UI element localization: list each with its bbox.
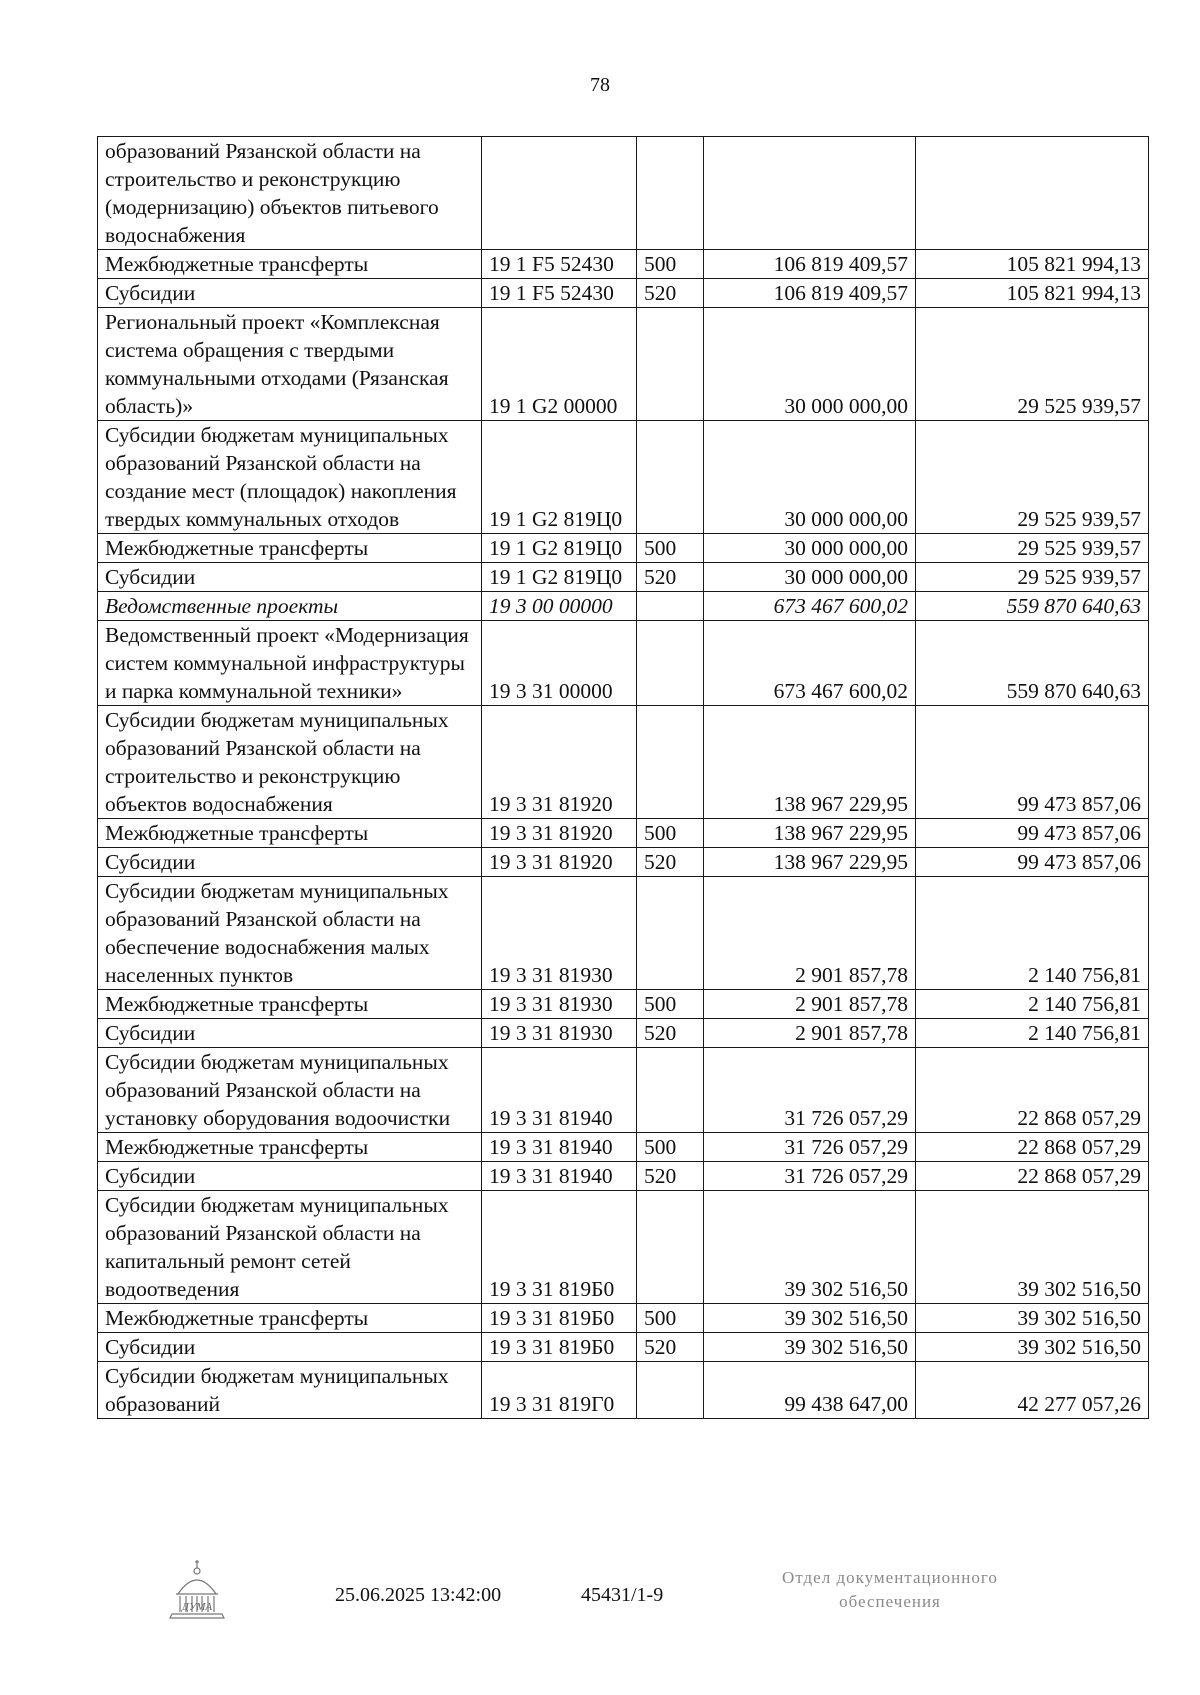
row-name: Субсидии бюджетам муниципальных образований Рязанской области на капитальный ремонт сетей водоотведения — [98, 1191, 482, 1304]
table-row — [98, 1333, 1149, 1362]
row-value-planned: 31 726 057,29 — [704, 1162, 916, 1191]
row-value-executed: 42 277 057,26 — [916, 1362, 1149, 1419]
row-name: Субсидии бюджетам муниципальных образований Рязанской области на строительство и реконструкцию объектов водоснабжения — [98, 706, 482, 819]
row-expense-type — [637, 308, 704, 421]
table-row — [98, 308, 1149, 421]
row-expense-type: 500 — [637, 819, 704, 848]
row-name: образований Рязанской области на строительство и реконструкцию (модернизацию) объектов питьевого водоснабжения — [98, 137, 482, 250]
row-value-executed: 29 525 939,57 — [916, 534, 1149, 563]
row-expense-type — [637, 1191, 704, 1304]
footer-registration-number: 45431/1-9 — [581, 1584, 664, 1606]
row-code: 19 3 31 00000 — [482, 621, 637, 706]
row-value-executed: 99 473 857,06 — [916, 848, 1149, 877]
table-row — [98, 819, 1149, 848]
row-name: Субсидии — [98, 563, 482, 592]
row-code: 19 1 F5 52430 — [482, 250, 637, 279]
row-code: 19 3 31 819Г0 — [482, 1362, 637, 1419]
table-row — [98, 279, 1149, 308]
table-row — [98, 1162, 1149, 1191]
row-code: 19 1 G2 819Ц0 — [482, 563, 637, 592]
row-code: 19 3 31 819Б0 — [482, 1304, 637, 1333]
department-stamp — [730, 1566, 1050, 1614]
row-expense-type — [637, 1362, 704, 1419]
row-expense-type: 520 — [637, 279, 704, 308]
row-value-planned: 99 438 647,00 — [704, 1362, 916, 1419]
row-value-executed: 22 868 057,29 — [916, 1162, 1149, 1191]
row-value-planned: 138 967 229,95 — [704, 706, 916, 819]
row-code: 19 1 F5 52430 — [482, 279, 637, 308]
row-value-executed: 2 140 756,81 — [916, 990, 1149, 1019]
row-code: 19 3 31 81920 — [482, 848, 637, 877]
duma-logo — [166, 1558, 228, 1626]
row-name: Межбюджетные трансферты — [98, 819, 482, 848]
row-name: Межбюджетные трансферты — [98, 250, 482, 279]
row-name: Субсидии — [98, 279, 482, 308]
table-row — [98, 1133, 1149, 1162]
row-value-executed: 39 302 516,50 — [916, 1333, 1149, 1362]
row-expense-type — [637, 421, 704, 534]
row-expense-type: 500 — [637, 990, 704, 1019]
stamp-line-2: обеспечения — [839, 1592, 941, 1611]
row-value-executed: 39 302 516,50 — [916, 1304, 1149, 1333]
row-expense-type — [637, 1048, 704, 1133]
row-value-executed: 99 473 857,06 — [916, 819, 1149, 848]
row-expense-type: 500 — [637, 1133, 704, 1162]
row-code: 19 3 31 81930 — [482, 1019, 637, 1048]
row-code: 19 3 00 00000 — [482, 592, 637, 621]
table-row — [98, 877, 1149, 990]
row-name: Межбюджетные трансферты — [98, 1133, 482, 1162]
table-row — [98, 990, 1149, 1019]
row-code: 19 3 31 81930 — [482, 877, 637, 990]
row-value-planned: 2 901 857,78 — [704, 1019, 916, 1048]
row-value-planned: 39 302 516,50 — [704, 1191, 916, 1304]
row-value-planned — [704, 137, 916, 250]
row-value-executed — [916, 137, 1149, 250]
row-value-executed: 29 525 939,57 — [916, 308, 1149, 421]
row-name: Субсидии бюджетам муниципальных образований — [98, 1362, 482, 1419]
row-expense-type — [637, 706, 704, 819]
row-value-executed: 105 821 994,13 — [916, 279, 1149, 308]
row-name: Субсидии — [98, 1019, 482, 1048]
row-code: 19 3 31 819Б0 — [482, 1191, 637, 1304]
row-value-executed: 99 473 857,06 — [916, 706, 1149, 819]
row-code: 19 3 31 81940 — [482, 1133, 637, 1162]
row-value-planned: 106 819 409,57 — [704, 250, 916, 279]
row-value-planned: 39 302 516,50 — [704, 1333, 916, 1362]
row-name: Субсидии бюджетам муниципальных образований Рязанской области на установку оборудования водоочистки — [98, 1048, 482, 1133]
table-row — [98, 534, 1149, 563]
row-value-planned: 31 726 057,29 — [704, 1048, 916, 1133]
row-name: Межбюджетные трансферты — [98, 990, 482, 1019]
row-value-planned: 39 302 516,50 — [704, 1304, 916, 1333]
row-expense-type: 520 — [637, 563, 704, 592]
table-row — [98, 250, 1149, 279]
row-value-planned: 30 000 000,00 — [704, 563, 916, 592]
row-value-executed: 29 525 939,57 — [916, 421, 1149, 534]
svg-text:ДУМА: ДУМА — [181, 1601, 213, 1613]
row-value-planned: 30 000 000,00 — [704, 534, 916, 563]
row-value-executed: 2 140 756,81 — [916, 1019, 1149, 1048]
table-row — [98, 621, 1149, 706]
row-value-executed: 39 302 516,50 — [916, 1191, 1149, 1304]
table-row — [98, 1019, 1149, 1048]
row-value-planned: 2 901 857,78 — [704, 990, 916, 1019]
row-code: 19 3 31 81940 — [482, 1162, 637, 1191]
row-value-executed: 29 525 939,57 — [916, 563, 1149, 592]
row-name: Субсидии бюджетам муниципальных образований Рязанской области на создание мест (площадок) накопления твердых коммунальных отходов — [98, 421, 482, 534]
row-expense-type: 500 — [637, 1304, 704, 1333]
table-row — [98, 137, 1149, 250]
row-expense-type: 500 — [637, 534, 704, 563]
row-code: 19 1 G2 00000 — [482, 308, 637, 421]
table-row — [98, 1362, 1149, 1419]
row-name: Ведомственные проекты — [98, 592, 482, 621]
stamp-line-1: Отдел документационного — [782, 1568, 998, 1587]
table-row — [98, 1304, 1149, 1333]
row-expense-type: 500 — [637, 250, 704, 279]
row-value-planned: 673 467 600,02 — [704, 592, 916, 621]
row-name: Субсидии бюджетам муниципальных образований Рязанской области на обеспечение водоснабжения малых населенных пунктов — [98, 877, 482, 990]
row-value-executed: 559 870 640,63 — [916, 592, 1149, 621]
row-code — [482, 137, 637, 250]
row-code: 19 1 G2 819Ц0 — [482, 534, 637, 563]
row-code: 19 1 G2 819Ц0 — [482, 421, 637, 534]
table-row — [98, 706, 1149, 819]
table-row — [98, 563, 1149, 592]
table-row — [98, 592, 1149, 621]
row-code: 19 3 31 81920 — [482, 706, 637, 819]
row-expense-type — [637, 137, 704, 250]
table-row — [98, 1191, 1149, 1304]
row-name: Ведомственный проект «Модернизация систем коммунальной инфраструктуры и парка коммунальной техники» — [98, 621, 482, 706]
row-name: Субсидии — [98, 848, 482, 877]
row-value-planned: 673 467 600,02 — [704, 621, 916, 706]
budget-table — [97, 136, 1149, 1419]
row-code: 19 3 31 819Б0 — [482, 1333, 637, 1362]
row-expense-type: 520 — [637, 1019, 704, 1048]
row-value-planned: 138 967 229,95 — [704, 848, 916, 877]
row-value-planned: 30 000 000,00 — [704, 308, 916, 421]
row-name: Субсидии — [98, 1162, 482, 1191]
row-value-executed: 105 821 994,13 — [916, 250, 1149, 279]
row-value-executed: 22 868 057,29 — [916, 1133, 1149, 1162]
row-value-executed: 22 868 057,29 — [916, 1048, 1149, 1133]
row-value-executed: 2 140 756,81 — [916, 877, 1149, 990]
row-expense-type — [637, 877, 704, 990]
row-value-planned: 31 726 057,29 — [704, 1133, 916, 1162]
row-value-executed: 559 870 640,63 — [916, 621, 1149, 706]
page-number: 78 — [590, 74, 610, 96]
row-name: Межбюджетные трансферты — [98, 534, 482, 563]
table-row — [98, 421, 1149, 534]
row-value-planned: 106 819 409,57 — [704, 279, 916, 308]
footer-datetime: 25.06.2025 13:42:00 — [335, 1584, 502, 1606]
row-value-planned: 30 000 000,00 — [704, 421, 916, 534]
row-expense-type — [637, 621, 704, 706]
row-code: 19 3 31 81940 — [482, 1048, 637, 1133]
table-row — [98, 848, 1149, 877]
table-row — [98, 1048, 1149, 1133]
row-name: Межбюджетные трансферты — [98, 1304, 482, 1333]
row-expense-type: 520 — [637, 1162, 704, 1191]
row-expense-type: 520 — [637, 848, 704, 877]
row-code: 19 3 31 81930 — [482, 990, 637, 1019]
row-expense-type: 520 — [637, 1333, 704, 1362]
row-value-planned: 138 967 229,95 — [704, 819, 916, 848]
row-value-planned: 2 901 857,78 — [704, 877, 916, 990]
row-expense-type — [637, 592, 704, 621]
row-name: Региональный проект «Комплексная система обращения с твердыми коммунальными отходами (Рязанская область)» — [98, 308, 482, 421]
row-name: Субсидии — [98, 1333, 482, 1362]
row-code: 19 3 31 81920 — [482, 819, 637, 848]
